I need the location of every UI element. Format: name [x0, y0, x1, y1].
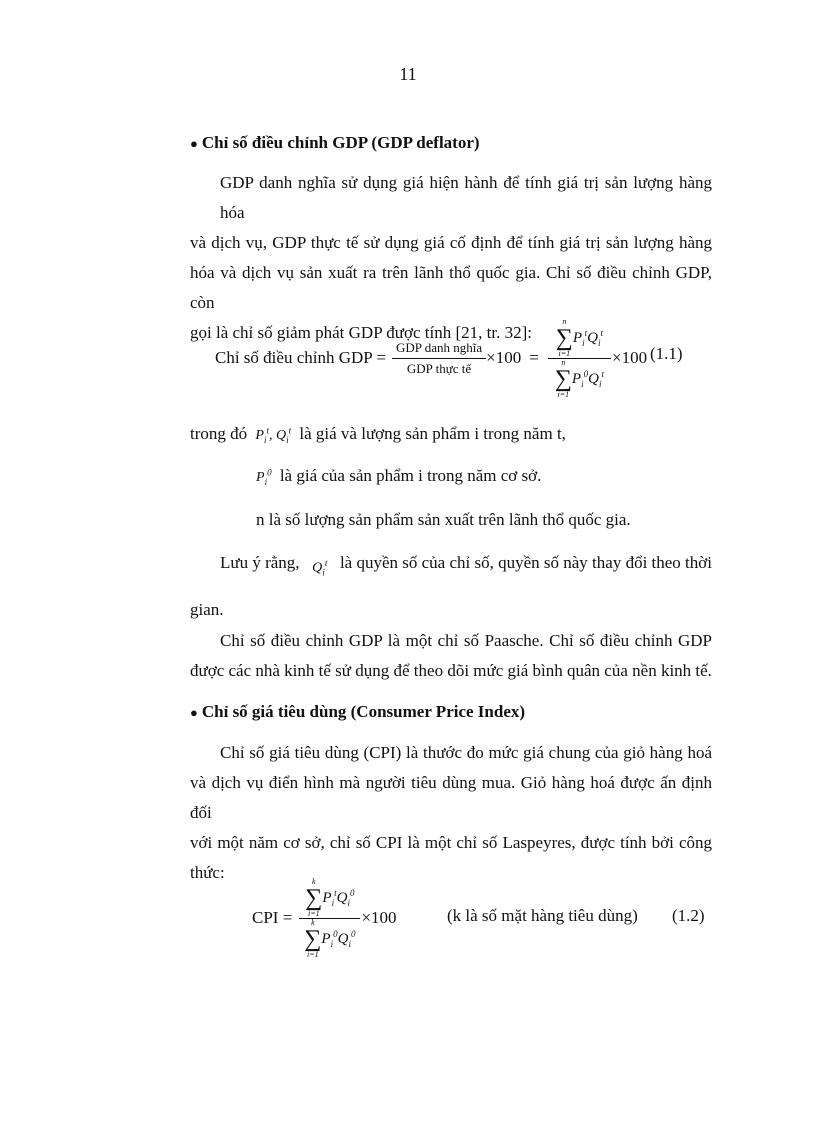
eq-times: ×100	[486, 348, 522, 367]
eq-sum-fraction	[547, 318, 612, 399]
note-text: là quyền số của chỉ số, quyền số này thay đổi theo thời	[339, 553, 712, 572]
para-line: và dịch vụ điển hình mà người tiêu dùng mua. Giỏ hàng hoá được ấn định đối	[190, 773, 712, 822]
equation-number-1-1: (1.1)	[650, 344, 683, 363]
eq-times: ×100	[361, 908, 397, 927]
eq-sum-fraction	[298, 878, 361, 959]
note-line-2: gian.	[190, 600, 224, 620]
paragraph-paasche	[190, 626, 712, 686]
note-line-1	[190, 548, 712, 587]
para-line: hóa và dịch vụ sản xuất ra trên lãnh thổ quốc gia. Chỉ số điều chỉnh GDP, còn	[190, 263, 712, 312]
eq-times: ×100	[611, 348, 648, 367]
sigma-icon: k ∑ i=1	[304, 917, 322, 959]
where-prefix: trong đó	[190, 424, 248, 443]
bullet-icon: ●	[190, 136, 198, 151]
where-text-2: là giá của sản phẩm i trong năm cơ sở.	[279, 466, 542, 485]
eq-frac-denominator: GDP thực tế	[406, 360, 472, 376]
para-line: Chỉ số điều chỉnh GDP là một chỉ số Paasche. Chỉ số điều chỉnh GDP	[220, 631, 712, 650]
para-line: được các nhà kinh tế sử dụng để theo dõi mức giá bình quân của nền kinh tế.	[190, 661, 712, 680]
section-heading-cpi	[190, 702, 525, 722]
heading-text: Chỉ số giá tiêu dùng (Consumer Price Index)	[201, 702, 526, 721]
eq-equals: =	[529, 348, 539, 367]
para-line: GDP danh nghĩa sử dụng giá hiện hành để tính giá trị sản lượng hàng hóa	[220, 173, 712, 222]
eq-lhs: Chỉ số điều chỉnh GDP =	[215, 348, 386, 367]
para-line: Chỉ số giá tiêu dùng (CPI) là thước đo mức giá chung của giỏ hàng hoá	[220, 743, 712, 762]
para-line: thức:	[190, 863, 225, 882]
eq-sum-denominator: k ∑ i=1 $P_i^0Q_i^0$	[304, 917, 356, 959]
sigma-icon: n ∑ i=1	[555, 316, 573, 358]
equation-note: (k là số mặt hàng tiêu dùng)	[447, 906, 638, 925]
where-text-1: là giá và lượng sản phẩm i trong năm t,	[299, 424, 566, 443]
eq-frac-numerator: GDP danh nghĩa	[392, 340, 486, 359]
para-line: và dịch vụ, GDP thực tế sử dụng giá cố định để tính giá trị sản lượng hàng	[190, 233, 712, 252]
bullet-icon: ●	[190, 705, 198, 720]
symbol-q: $Q_i^t$	[312, 558, 328, 578]
eq-sum-denominator: n ∑ i=1 $P_i^0Q_i^t$	[554, 357, 604, 399]
paragraph-note	[190, 548, 712, 625]
equation-1-2	[252, 875, 397, 961]
sigma-icon: n ∑ i=1	[554, 357, 572, 399]
page-number: 11	[399, 64, 417, 84]
equation-number-1-2: (1.2)	[672, 906, 705, 925]
equation-1-1	[215, 315, 647, 401]
where-line-2	[256, 466, 541, 487]
eq-sum-numerator: k ∑ i=1 $P_i^tQ_i^0$	[299, 878, 360, 919]
eq-sum-numerator: n ∑ i=1 $P_i^tQ_i^t$	[548, 318, 611, 359]
para-line: với một năm cơ sở, chỉ số CPI là một chỉ số Laspeyres, được tính bởi công	[190, 833, 712, 852]
sigma-icon: k ∑ i=1	[305, 876, 323, 918]
para-line: gọi là chỉ số giảm phát GDP được tính [21, tr. 32]:	[190, 323, 532, 342]
symbol-p0: $P_i^0$	[256, 467, 272, 487]
heading-text: Chỉ số điều chỉnh GDP (GDP deflator)	[201, 133, 480, 152]
paragraph-cpi-definition	[190, 738, 712, 888]
where-line-1	[190, 424, 566, 445]
eq-lhs: CPI =	[252, 908, 293, 927]
symbol-p-q: $P_i^t$, $Q_i^t$	[255, 425, 292, 445]
where-line-3: n là số lượng sản phẩm sản xuất trên lãnh thổ quốc gia.	[256, 510, 631, 529]
section-heading-gdp-deflator	[190, 133, 480, 153]
eq-fraction	[392, 340, 486, 377]
note-prefix: Lưu ý rằng,	[220, 553, 300, 572]
